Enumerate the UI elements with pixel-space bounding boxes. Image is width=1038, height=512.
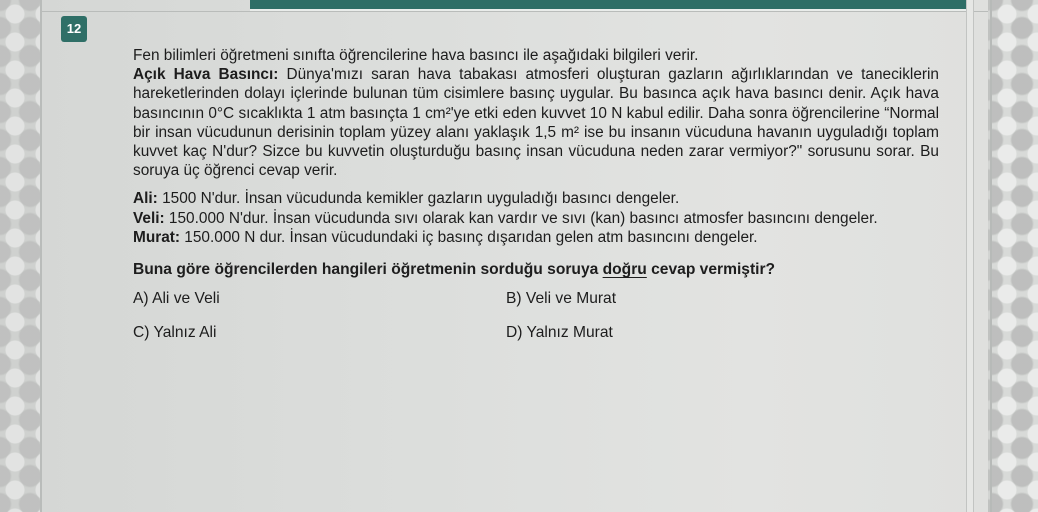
left-hexagon-margin — [0, 0, 42, 512]
student-name: Murat: — [133, 228, 181, 246]
answer-options — [133, 279, 939, 359]
student-answer-text: 150.000 N dur. İnsan vücudundaki iç basınç dışarıdan gelen atm basıncını dengeler. — [180, 228, 758, 246]
underlined-word: doğru — [602, 261, 647, 279]
student-name: Veli: — [133, 209, 165, 227]
page-right-edge — [966, 0, 974, 512]
header-teal-bar — [250, 0, 970, 11]
student-answers — [133, 189, 939, 247]
student-answer-text: 150.000 N'dur. İnsan vücudunda sıvı olarak kan vardır ve sıvı (kan) basıncı atmosfer basıncını dengeler. — [164, 209, 878, 227]
question-prompt-start: Buna göre öğrencilerden hangileri öğretmenin sorduğu soruya — [133, 261, 603, 279]
option-a[interactable]: A) Ali ve Veli — [133, 290, 220, 308]
student-name: Ali: — [133, 190, 158, 208]
intro-text: Fen bilimleri öğretmeni sınıfta öğrencilerine hava basıncı ile aşağıdaki bilgileri verir. — [133, 47, 699, 64]
question-prompt-end: cevap vermiştir? — [646, 261, 776, 279]
option-d[interactable]: D) Yalnız Murat — [506, 324, 613, 342]
question-stem — [133, 46, 939, 180]
question-body — [133, 46, 939, 359]
student-answer-text: 1500 N'dur. İnsan vücudunda kemikler gazların uyguladığı basıncı dengeler. — [157, 190, 680, 208]
top-divider — [42, 11, 988, 12]
student-answer-veli — [133, 209, 939, 228]
option-b[interactable]: B) Veli ve Murat — [506, 290, 617, 308]
definition-text: Dünya'mızı saran hava tabakası atmosferi oluşturan gazların ağırlıklarından ve taneciklerin hareketlerinden dolayı içlerinde bulunan tüm cisimlere basınç uygular. Bu basınca açık hava basıncı denir. Açık hava basıncının 0°C sıcaklıkta 1 atm basınçta 1 cm²'ye etki eden kuvvet 10 N kabul edilir. Daha sonra öğrencilerine “Normal bir insan vücudunun derisinin toplam yüzey alanı yaklaşık 1,5 m² ise bu insanın vücuduna havanın uyguladığı toplam kuvvet kaç N'dur? Sizce bu kuvvetin oluşturduğu basınç insan vücuduna neden zarar vermiyor?" sorusunu sorar. Bu soruya üç öğrenci cevap verir. — [133, 66, 939, 180]
right-hexagon-margin — [990, 0, 1038, 512]
question-prompt — [133, 260, 939, 279]
student-answer-murat — [133, 228, 939, 247]
student-answer-ali — [133, 189, 939, 208]
definition-term: Açık Hava Basıncı: — [133, 66, 279, 84]
option-c[interactable]: C) Yalnız Ali — [133, 324, 217, 342]
question-number-badge: 12 — [61, 16, 87, 42]
